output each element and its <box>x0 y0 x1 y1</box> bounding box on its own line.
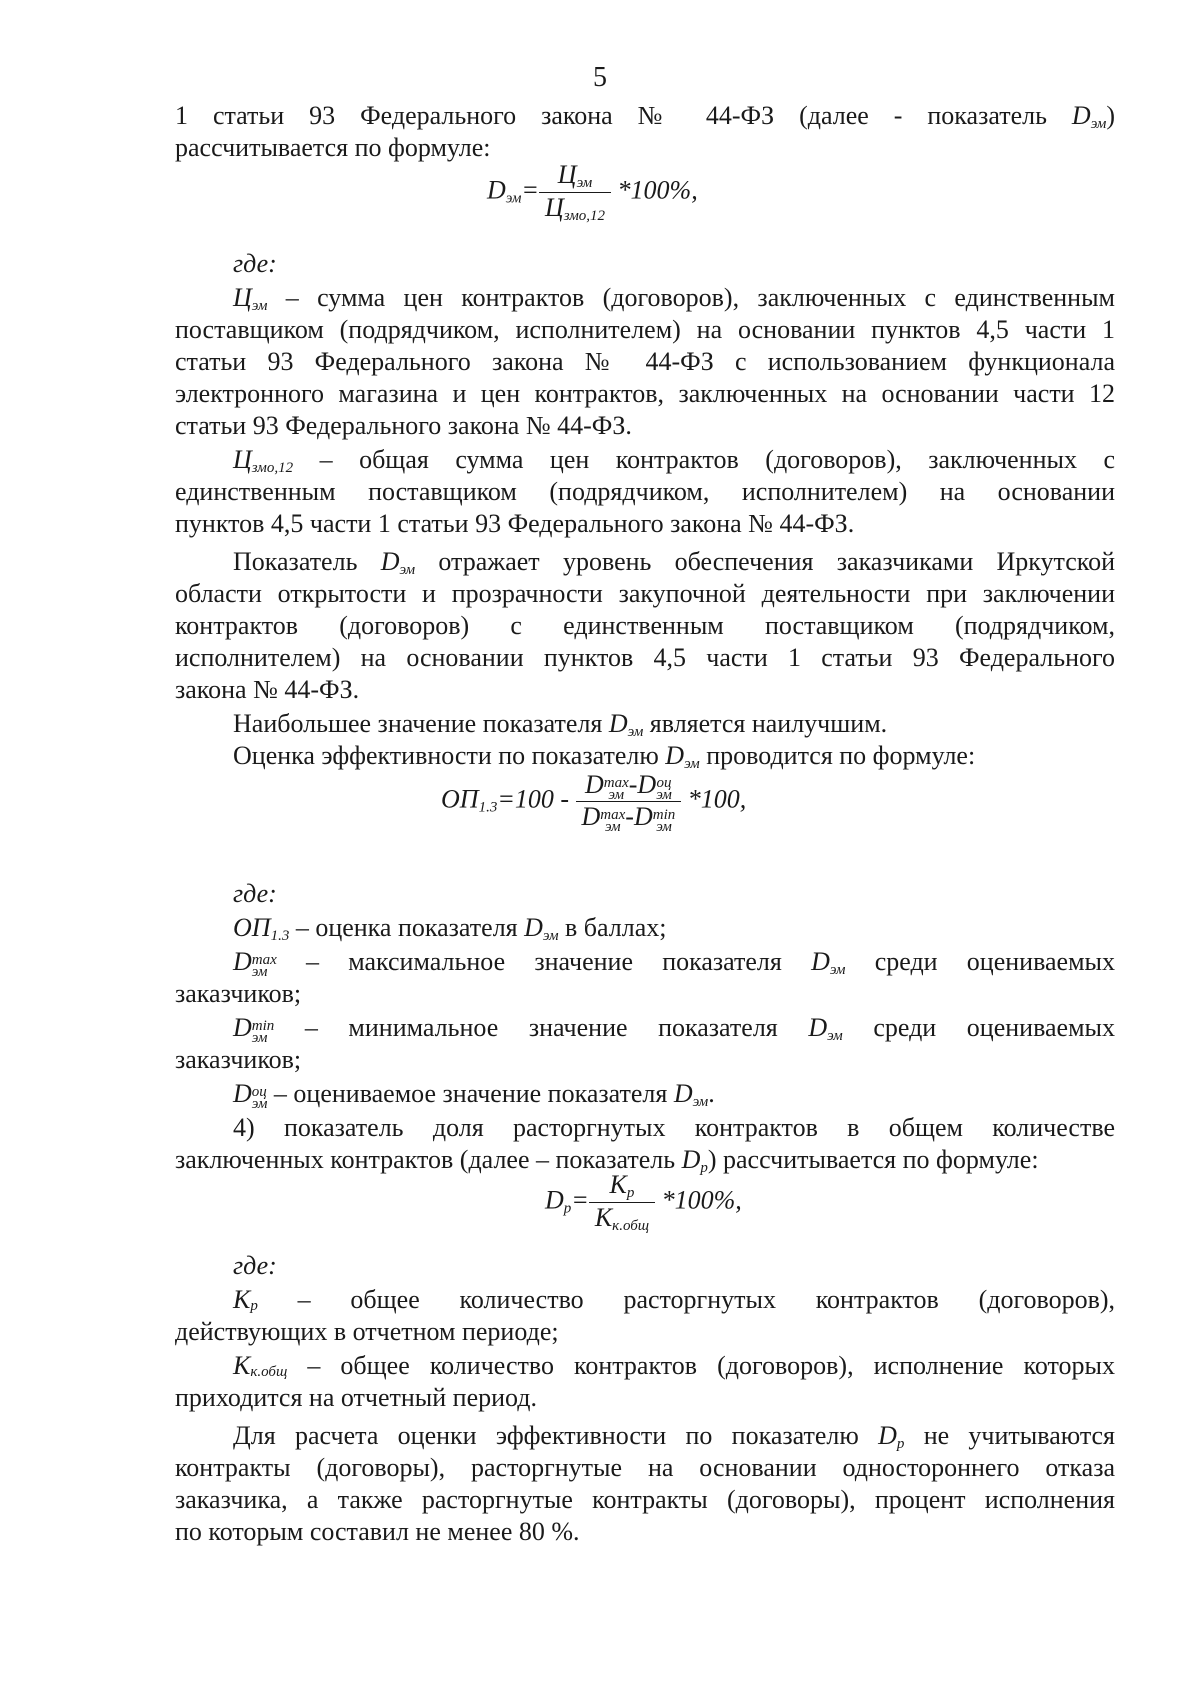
text-fragment: ) рассчитывается по формуле: <box>707 1145 1039 1174</box>
text-fragment: ) <box>1106 101 1115 130</box>
sup-sub-stack <box>252 1020 275 1044</box>
denominator: Ц <box>544 193 564 222</box>
text-line: заказчиков; <box>175 979 302 1008</box>
subscript: эм <box>1090 116 1107 132</box>
text-line: по которым составил не менее 80 %. <box>175 1517 580 1546</box>
subscript: эм <box>576 175 593 191</box>
fraction <box>589 1170 655 1235</box>
text-line: заказчиков; <box>175 1045 302 1074</box>
text-fragment: 1 статьи 93 Федерального закона № 44-ФЗ (далее - показатель <box>175 101 1047 130</box>
text-line: единственным поставщиком (подрядчиком, исполнителем) на основании <box>175 477 1115 506</box>
subscript: р <box>626 1185 635 1201</box>
subscript: эм <box>684 756 700 772</box>
text-fragment: – оцениваемое значение показателя <box>267 1079 674 1108</box>
sup-sub-stack <box>656 777 672 801</box>
symbol: D <box>233 1079 252 1108</box>
text-fragment: – общее количество контрактов (договоров), исполнение которых <box>307 1351 1115 1380</box>
subscript: эм <box>829 962 846 978</box>
text-line: 4) показатель доля расторгнутых контрактов в общем количестве <box>233 1113 1115 1142</box>
symbol: D <box>581 802 601 831</box>
text-fragment: – общая сумма цен контрактов (договоров), заключенных с <box>319 445 1116 474</box>
text-fragment: – общее количество расторгнутых контрактов (договоров), <box>297 1285 1115 1314</box>
where-label: где: <box>233 249 277 278</box>
sup-sub-stack <box>653 809 676 833</box>
superscript: оц <box>656 775 672 791</box>
text-fragment: является наилучшим. <box>643 709 888 738</box>
symbol: D <box>811 947 830 976</box>
text-fragment: . <box>708 1079 715 1108</box>
subscript: эм <box>608 787 625 803</box>
text-line: пунктов 4,5 части 1 статьи 93 Федерального закона № 44-ФЗ. <box>175 509 855 538</box>
text-fragment: не учитываются <box>923 1421 1115 1450</box>
fraction: D max эм -D оц эм D max эм -D min эм <box>576 770 682 833</box>
subscript: эм <box>505 190 522 207</box>
subscript: эм <box>542 928 559 944</box>
subscript: к.общ <box>250 1364 288 1380</box>
subscript: эм <box>692 1094 709 1110</box>
subscript: эм <box>251 964 268 980</box>
formula-lhs: D <box>487 175 506 205</box>
symbol: Ц <box>233 445 252 474</box>
superscript: min <box>251 1018 275 1034</box>
formula-dp <box>545 1170 742 1235</box>
text-fragment: Показатель <box>233 547 381 576</box>
equals-sign: = <box>521 175 539 205</box>
text-fragment: – максимальное значение показателя <box>306 947 812 976</box>
symbol: Ц <box>233 283 252 312</box>
symbol: K <box>233 1285 251 1314</box>
text-fragment: Оценка эффективности по показателю <box>233 741 666 770</box>
symbol: D <box>637 770 657 799</box>
text-fragment: среди оцениваемых <box>874 947 1116 976</box>
text-fragment: отражает уровень обеспечения заказчиками Иркутской <box>438 547 1115 576</box>
text-line: статьи 93 Федерального закона № 44-ФЗ с использованием функционала <box>175 347 1115 376</box>
text-fragment: – минимальное значение показателя <box>304 1013 809 1042</box>
subscript: змо,12 <box>251 460 294 476</box>
subscript: эм <box>604 819 621 835</box>
formula-tail: *100, <box>681 784 747 814</box>
text-line: области открытости и прозрачности закупочной деятельности при заключении <box>175 579 1115 608</box>
text-line: приходится на отчетный период. <box>175 1383 538 1412</box>
text-line: электронного магазина и цен контрактов, заключенных на основании части 12 <box>175 379 1115 408</box>
subscript: эм <box>251 1030 268 1046</box>
subscript: р <box>700 1160 708 1176</box>
formula-eq: =100 - <box>497 784 576 814</box>
symbol: K <box>233 1351 251 1380</box>
text-fragment: среди оцениваемых <box>873 1013 1115 1042</box>
symbol: D <box>681 1145 701 1174</box>
symbol: D <box>233 1013 252 1042</box>
text-line: закона № 44-ФЗ. <box>175 675 360 704</box>
text-line: рассчитывается по формуле: <box>175 133 491 162</box>
sup-sub-stack <box>600 809 625 833</box>
subscript: р <box>563 1200 572 1217</box>
symbol: D <box>808 1013 828 1042</box>
numerator: Ц <box>557 160 577 189</box>
text-fragment: в баллах; <box>558 913 667 942</box>
symbol: D <box>584 770 604 799</box>
page-number: 5 <box>593 62 607 93</box>
formula-lhs: D <box>545 1185 564 1215</box>
text-line: заказчика, а также расторгнутые контракты (договоры), процент исполнения <box>175 1485 1115 1514</box>
symbol: D <box>665 741 685 770</box>
text-fragment: Наибольшее значение показателя <box>233 709 609 738</box>
sup-sub-stack <box>252 1086 268 1110</box>
sup-sub-stack <box>252 954 277 978</box>
subscript: 1.3 <box>270 928 290 944</box>
symbol: D <box>633 802 653 831</box>
subscript: р <box>896 1436 905 1452</box>
text-fragment: – сумма цен контрактов (договоров), заключенных с единственным <box>285 283 1115 312</box>
numerator: K <box>609 1170 627 1199</box>
denominator: K <box>594 1203 613 1232</box>
symbol: ОП <box>233 913 271 942</box>
subscript: 1.3 <box>478 799 498 816</box>
subscript: к.общ <box>612 1218 650 1234</box>
superscript: max <box>600 807 626 823</box>
where-label: где: <box>233 1251 277 1280</box>
sup-sub-stack <box>604 777 629 801</box>
equals-sign: = <box>571 1185 589 1215</box>
text-line: контракты (договоры), расторгнутые на основании одностороннего отказа <box>175 1453 1115 1482</box>
formula-op13 <box>441 770 746 833</box>
subscript: эм <box>251 1096 268 1112</box>
text-line: статьи 93 Федерального закона № 44-ФЗ. <box>175 411 632 440</box>
superscript: min <box>652 807 676 823</box>
text-line: действующих в отчетном периоде; <box>175 1317 559 1346</box>
symbol: D <box>673 1079 693 1108</box>
superscript: max <box>603 775 629 791</box>
symbol: D <box>878 1421 897 1450</box>
superscript: оц <box>251 1084 267 1100</box>
symbol: D <box>524 913 543 942</box>
subscript: эм <box>627 724 644 740</box>
subscript: эм <box>827 1028 843 1044</box>
formula-dem <box>487 160 698 225</box>
text-line: контрактов (договоров) с единственным поставщиком (подрядчиком, <box>175 611 1115 640</box>
formula-tail: *100%, <box>655 1185 742 1215</box>
text-fragment: Для расчета оценки эффективности по показателю <box>233 1421 879 1450</box>
subscript: р <box>250 1298 258 1314</box>
symbol: D <box>1071 101 1091 130</box>
subscript: эм <box>251 298 268 314</box>
text-line: поставщиком (подрядчиком, исполнителем) на основании пунктов 4,5 части 1 <box>175 315 1115 344</box>
where-label: где: <box>233 879 277 908</box>
subscript: змо,12 <box>563 208 606 224</box>
superscript: max <box>251 952 277 968</box>
symbol: D <box>233 947 252 976</box>
formula-tail: *100%, <box>611 175 698 205</box>
text-line: исполнителем) на основании пунктов 4,5 части 1 статьи 93 Федерального <box>175 643 1115 672</box>
subscript: эм <box>656 819 672 835</box>
subscript: эм <box>656 787 672 803</box>
fraction <box>539 160 611 225</box>
symbol: D <box>608 709 628 738</box>
text-fragment: – оценка показателя <box>289 913 525 942</box>
symbol: D <box>380 547 400 576</box>
formula-lhs: ОП <box>441 784 479 814</box>
text-fragment: заключенных контрактов (далее – показатель <box>175 1145 682 1174</box>
text-fragment: проводится по формуле: <box>699 741 976 770</box>
subscript: эм <box>399 562 416 578</box>
